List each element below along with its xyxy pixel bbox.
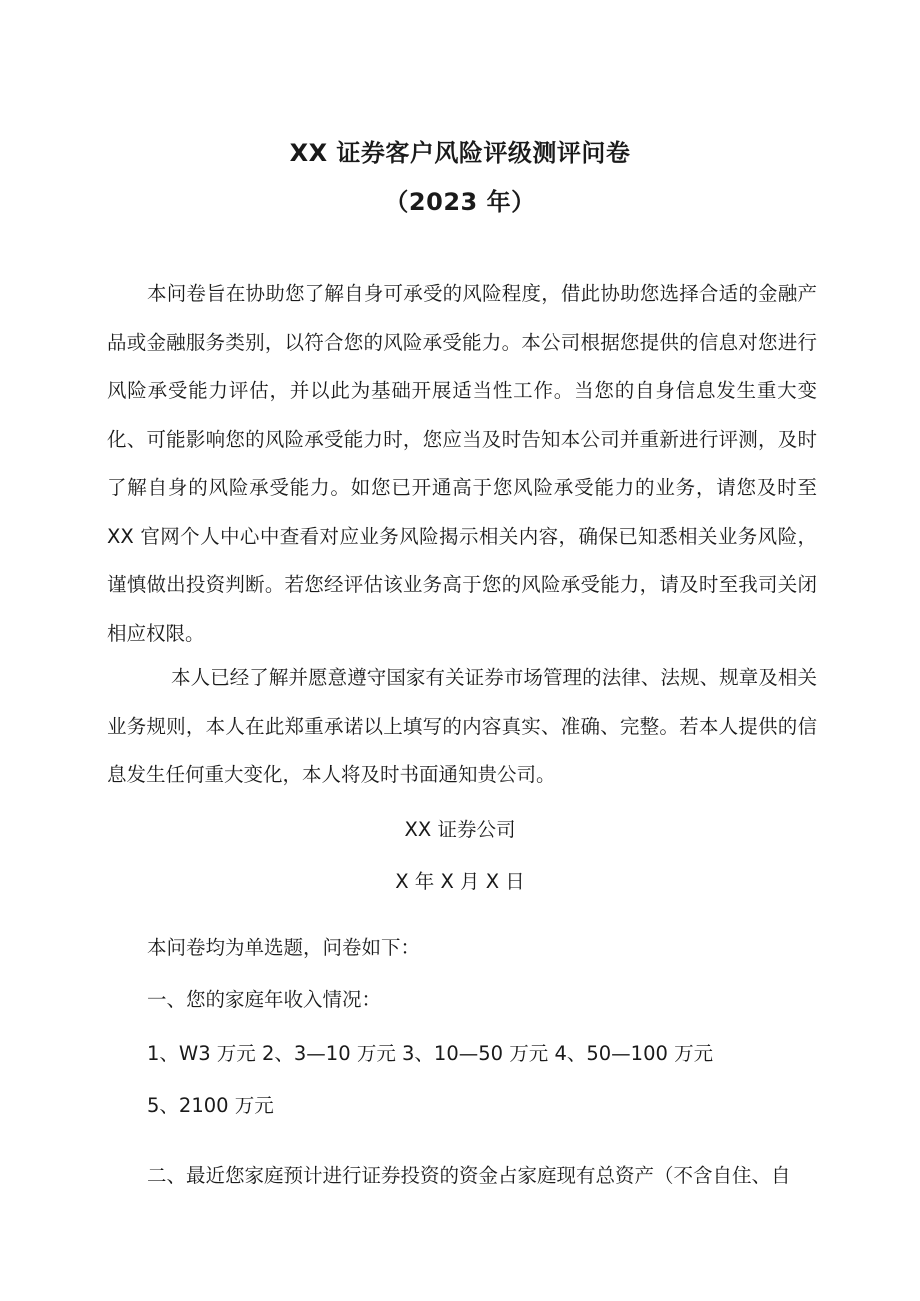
commitment-paragraph: 本人已经了解并愿意遵守国家有关证券市场管理的法律、法规、规章及相关业务规则，本人在此郑重承诺以上填写的内容真实、准确、完整。若本人提供的信息发生任何重大变化，本人将及时书面通知贵公司。 <box>107 666 817 786</box>
document-year: （2023 年） <box>384 188 536 216</box>
date-line: X 年 X 月 X 日 <box>395 870 525 893</box>
company-name: XX 证券公司 <box>404 818 516 841</box>
question-1-title: 一、您的家庭年收入情况： <box>147 988 382 1011</box>
question-1-options-line-2: 5、2100 万元 <box>147 1094 274 1117</box>
intro-paragraph: 本问卷旨在协助您了解自身可承受的风险程度，借此协助您选择合适的金融产品或金融服务类别，以符合您的风险承受能力。本公司根据您提供的信息对您进行风险承受能力评估，并以此为基础开展适当性工作。当您的自身信息发生重大变化、可能影响您的风险承受能力时，您应当及时告知本公司并重新进行评测，及时了解自身的风险承受能力。如您已开通高于您风险承受能力的业务，请您及时至 XX 官网个人中心中查看对应业务风险揭示相关内容，确保已知悉相关业务风险，谨慎做出投资判断。若您经评估该业务高于您的风险承受能力，请及时至我司关闭相应权限。 <box>107 282 817 645</box>
question-2-title: 二、最近您家庭预计进行证券投资的资金占家庭现有总资产（不含自住、自 <box>147 1164 791 1187</box>
questionnaire-intro: 本问卷均为单选题，问卷如下： <box>147 936 421 959</box>
document-title: XX 证券客户风险评级测评问卷 <box>289 139 631 167</box>
question-1-options-line-1: 1、W3 万元 2、3—10 万元 3、10—50 万元 4、50—100 万元 <box>147 1042 714 1065</box>
